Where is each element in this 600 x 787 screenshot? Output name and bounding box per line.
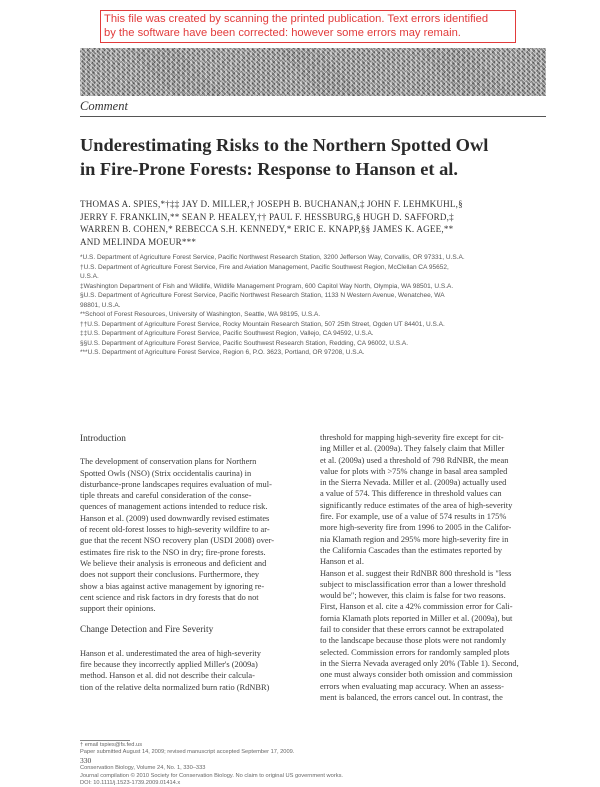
body-line: fire because they incorrectly applied Miller's (2009a) <box>80 660 258 670</box>
body-line: does not support their conclusions. Furthermore, they <box>80 570 260 580</box>
body-line: value for plots with >75% change in basal area sampled <box>320 466 508 476</box>
body-line: The development of conservation plans for Northern <box>80 457 257 467</box>
body-line: show a bias against active management by ignoring re- <box>80 581 265 591</box>
affiliation-line: §U.S. Department of Agriculture Forest Service, Pacific Northwest Research Station, 1133 N Western Avenue, Wenatchee, WA <box>80 292 445 299</box>
affiliation-line: §§U.S. Department of Agriculture Forest Service, Pacific Southwest Research Station, Redding, CA 96002, U.S.A. <box>80 339 409 347</box>
body-line: tion of the relative delta normalized burn ratio (RdNBR) <box>80 682 270 692</box>
affiliations <box>80 253 550 358</box>
body-line: method. Hanson et al. did not describe their calcula- <box>80 671 255 681</box>
body-line: Hanson et al. suggest their RdNBR 800 threshold is "less <box>320 568 512 578</box>
body-line: cent science and risk factors in dry forests that do not <box>80 592 259 602</box>
body-line: Hanson et al. <box>320 557 364 567</box>
body-line: errors when evaluating map accuracy. When an assess- <box>320 681 504 691</box>
body-line: Spotted Owls (NSO) (Strix occidentalis caurina) in <box>80 468 252 478</box>
affiliation-line: ††U.S. Department of Agriculture Forest Service, Rocky Mountain Research Station, 507 25th Street, Ogden UT 84401, U.S.A. <box>80 320 445 328</box>
body-line: ment is balanced, the errors cancel out. In contrast, the <box>320 692 503 702</box>
affiliation-line: ‡Washington Department of Fish and Wildlife, Wildlife Management Program, 600 Capitol Way North, Olympia, WA 98501, U.S.A. <box>80 282 454 290</box>
author-line: AND MELINDA MOEUR*** <box>80 237 197 248</box>
footer-email: † email tspies@fs.fed.us <box>80 742 143 748</box>
body-line: quences of management actions intended to reduce risk. <box>80 502 268 512</box>
section-heading-change-detection: Change Detection and Fire Severity <box>80 625 214 636</box>
header-rule <box>80 116 546 117</box>
article-title <box>80 133 550 181</box>
affiliation-line: U.S.A. <box>80 273 99 280</box>
body-line: tiple threats and careful consideration of the conse- <box>80 491 252 501</box>
body-line: in the Sierra Nevada averaged only 20% (Table 1). Second, <box>320 658 519 668</box>
body-line: ing Miller et al. (2009a). They falsely claim that Miller <box>320 444 505 454</box>
body-line: gue that the recent NSO recovery plan (USDI 2008) over- <box>80 536 275 546</box>
body-line: one must always consider both omission and commission <box>320 670 513 680</box>
body-line: would be"; however, this claim is false for two reasons. <box>320 591 506 601</box>
author-list <box>80 198 546 249</box>
body-line: We believe their analysis is erroneous and deficient and <box>80 558 267 568</box>
body-line: fornia Klamath plots reported in Miller et al. (2009a), but <box>320 613 513 623</box>
page-number: 330 <box>80 756 92 766</box>
body-line: et al. (2009a) used a threshold of 798 RdNBR, the mean <box>320 455 509 465</box>
body-line: Hanson et al. (2009) used downwardly revised estimates <box>80 513 270 523</box>
body-line: subject to misclassification error than a lower threshold <box>320 579 506 589</box>
body-line: to the landscape because those plots were not randomly <box>320 636 507 646</box>
body-line: selected. Commission errors for randomly sampled plots <box>320 647 510 657</box>
affiliation-line: 98801, U.S.A. <box>80 301 121 309</box>
footer-doi: DOI: 10.1111/j.1523-1739.2009.01414.x <box>80 779 181 786</box>
body-column-right <box>320 432 548 703</box>
affiliation-line: ‡‡U.S. Department of Agriculture Forest Service, Pacific Southwest Region, Vallejo, CA 94592, U.S.A. <box>80 330 374 337</box>
body-line: of recent old-forest losses to high-severity wildfire to ar- <box>80 525 270 535</box>
affiliation-line: *U.S. Department of Agriculture Forest Service, Pacific Northwest Research Station, 3200 Jefferson Way, Corvallis, OR 97331, U.S.A. <box>80 254 465 261</box>
article-title-line: Underestimating Risks to the Northern Spotted Owl <box>80 135 489 155</box>
author-line: WARREN B. COHEN,* REBECCA S.H. KENNEDY,* ERIC E. KNAPP,§§ JAMES K. AGEE,** <box>80 224 454 235</box>
section-label: Comment <box>80 99 128 113</box>
body-line: disturbance-prone landscapes requires evaluation of mul- <box>80 479 272 489</box>
footer-publisher: Journal compilation © 2010 Society for Conservation Biology. No claim to original US government works. <box>80 772 343 779</box>
body-line: a value of 574. This difference in threshold values can <box>320 489 502 499</box>
footnote-rule <box>80 740 130 741</box>
author-line: THOMAS A. SPIES,*†‡‡ JAY D. MILLER,† JOSEPH B. BUCHANAN,‡ JOHN F. LEHMKUHL,§ <box>80 199 463 209</box>
scan-notice-line: by the software have been corrected: however some errors may remain. <box>104 27 461 39</box>
section-heading-introduction: Introduction <box>80 434 126 444</box>
affiliation-line: †U.S. Department of Agriculture Forest Service, Fire and Aviation Management, Pacific Southwest Region, McClellan CA 95652, <box>80 263 449 271</box>
body-line: Hanson et al. underestimated the area of high-severity <box>80 648 261 658</box>
footer-received: Paper submitted August 14, 2009; revised manuscript accepted September 17, 2009. <box>80 749 295 756</box>
body-line: more high-severity fire from 1996 to 2005 in the Califor- <box>320 523 512 533</box>
body-line: the California Cascades than the estimates reported by <box>320 545 503 555</box>
scan-notice-line: This file was created by scanning the printed publication. Text errors identified <box>104 13 489 25</box>
article-title-line: in Fire-Prone Forests: Response to Hanson et al. <box>80 159 459 179</box>
body-line: fire. For example, use of a value of 574 results in 175% <box>320 512 507 522</box>
header-halftone-band <box>80 48 546 96</box>
body-line: in the Sierra Nevada. Miller et al. (2009a) actually used <box>320 478 507 488</box>
body-column-left <box>80 434 306 693</box>
affiliation-line: **School of Forest Resources, University of Washington, Seattle, WA 98195, U.S.A. <box>80 311 321 318</box>
affiliation-line: ***U.S. Department of Agriculture Forest Service, Region 6, P.O. 3623, Portland, OR 97208, U.S.A. <box>80 349 365 356</box>
scan-notice <box>100 10 516 43</box>
page-footer <box>80 742 550 787</box>
footer-journal: Conservation Biology, Volume 24, No. 1, 330–333 <box>80 765 206 772</box>
body-line: nia Klamath region and 295% more high-severity fire in <box>320 534 509 544</box>
body-line: significantly reduce estimates of the area of high-severity <box>320 500 513 510</box>
body-line: estimates fire risk to the NSO in dry; fire-prone forests. <box>80 547 266 557</box>
author-line: JERRY F. FRANKLIN,** SEAN P. HEALEY,†† PAUL F. HESSBURG,§ HUGH D. SAFFORD,‡ <box>80 211 454 222</box>
body-line: fail to consider that these errors cannot be extrapolated <box>320 625 504 635</box>
body-line: support their opinions. <box>80 604 156 614</box>
body-line: First, Hanson et al. cite a 42% commission error for Cali- <box>320 602 513 612</box>
body-line: threshold for mapping high-severity fire except for cit- <box>320 433 504 442</box>
